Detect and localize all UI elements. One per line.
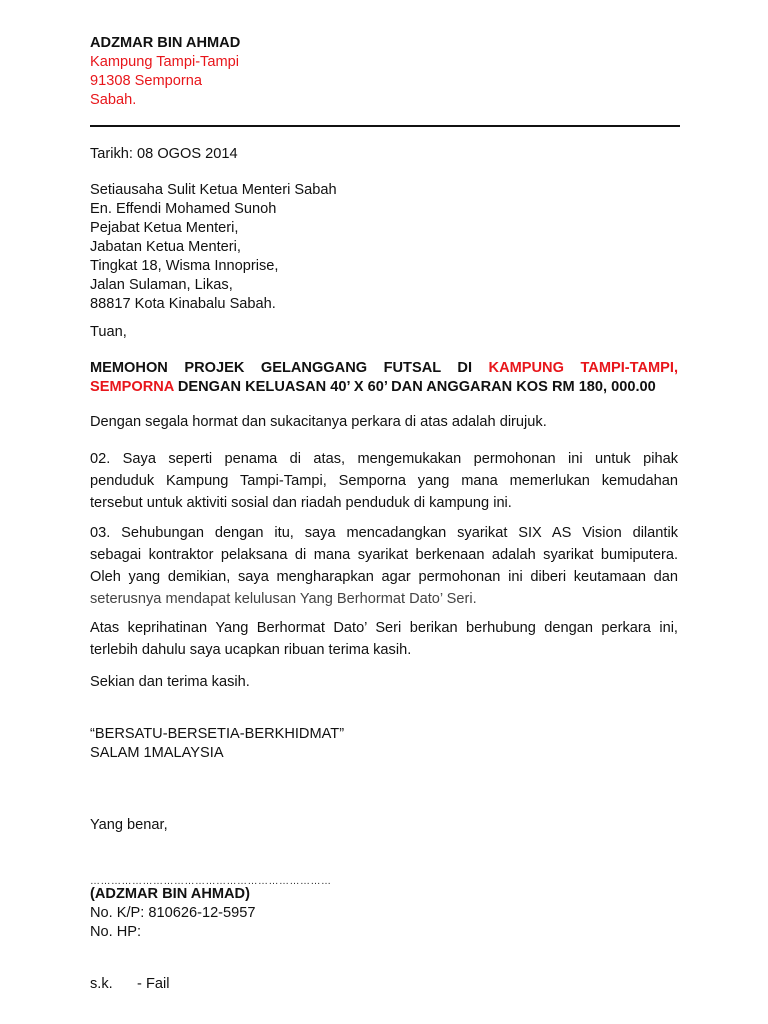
subject-text-cont: DENGAN KELUASAN 40’ X 60’ DAN ANGGARAN KOS RM 180, 000.00 [173, 379, 656, 395]
subject-district: SEMPORNA [90, 379, 174, 395]
slogan: SALAM 1MALAYSIA [90, 745, 224, 761]
motto: “BERSATU-BERSETIA-BERKHIDMAT” [90, 726, 345, 742]
subject-heading [90, 359, 678, 397]
thanks-line: Sekian dan terima kasih. [90, 674, 250, 690]
salutation: Tuan, [90, 324, 127, 340]
hp-number: No. HP: [90, 924, 142, 940]
motto-block [90, 725, 678, 763]
paragraph-line: seterusnya mendapat kelulusan Yang Berhormat Dato’ Seri. [90, 591, 477, 607]
recipient-line: Tingkat 18, Wisma Innoprise, [90, 258, 279, 274]
signature-line: …………………………………………………………… [90, 876, 332, 887]
paragraph-line: sebagai kontraktor pelaksana di mana syarikat berkenaan adalah syarikat bumiputera. [90, 547, 678, 563]
header-divider [90, 125, 680, 127]
paragraph-02 [90, 448, 678, 514]
recipient-line: En. Effendi Mohamed Sunoh [90, 201, 277, 217]
sender-block [90, 34, 678, 110]
paragraph-line: tersebut untuk aktiviti sosial dan riadah penduduk di kampung ini. [90, 495, 512, 511]
recipient-line: Setiausaha Sulit Ketua Menteri Sabah [90, 182, 337, 198]
paragraph-03 [90, 522, 678, 610]
recipient-block [90, 181, 678, 314]
paragraph-line: 02. Saya seperti penama di atas, mengemukakan permohonan ini untuk pihak [90, 451, 678, 467]
sender-address-line3: Sabah. [90, 92, 137, 108]
paragraph-line: Oleh yang demikian, saya mengharapkan agar permohonan ini diberi keutamaan dan [90, 569, 678, 585]
recipient-line: Jabatan Ketua Menteri, [90, 239, 241, 255]
sender-address-line1: Kampung Tampi-Tampi [90, 54, 239, 70]
closing-paragraph [90, 617, 678, 661]
paragraph-line: Atas keprihatinan Yang Berhormat Dato’ Seri berikan berhubung dengan perkara ini, [90, 620, 678, 636]
signatory-name: (ADZMAR BIN AHMAD) [90, 886, 250, 902]
ic-number: No. K/P: 810626-12-5957 [90, 905, 256, 921]
cc-line: s.k. - Fail [90, 976, 170, 992]
paragraph-line: terlebih dahulu saya ucapkan ribuan terima kasih. [90, 642, 412, 658]
paragraph-line: 03. Sehubungan dengan itu, saya mencadangkan syarikat SIX AS Vision dilantik [90, 525, 678, 541]
closing-yours: Yang benar, [90, 817, 168, 833]
sender-name: ADZMAR BIN AHMAD [90, 35, 241, 51]
subject-text: MEMOHON PROJEK GELANGGANG FUTSAL DI [90, 360, 489, 376]
subject-line1 [90, 359, 678, 378]
sender-address-line2: 91308 Semporna [90, 73, 202, 89]
recipient-line: Jalan Sulaman, Likas, [90, 277, 233, 293]
date-line: Tarikh: 08 OGOS 2014 [90, 146, 238, 162]
intro-paragraph: Dengan segala hormat dan sukacitanya perkara di atas adalah dirujuk. [90, 414, 547, 430]
paragraph-line: penduduk Kampung Tampi-Tampi, Semporna yang mana memerlukan kemudahan [90, 473, 678, 489]
signatory-block [90, 885, 678, 942]
subject-line2 [90, 378, 678, 397]
subject-village: KAMPUNG TAMPI-TAMPI, [488, 360, 678, 376]
recipient-line: Pejabat Ketua Menteri, [90, 220, 239, 236]
recipient-line: 88817 Kota Kinabalu Sabah. [90, 296, 276, 312]
